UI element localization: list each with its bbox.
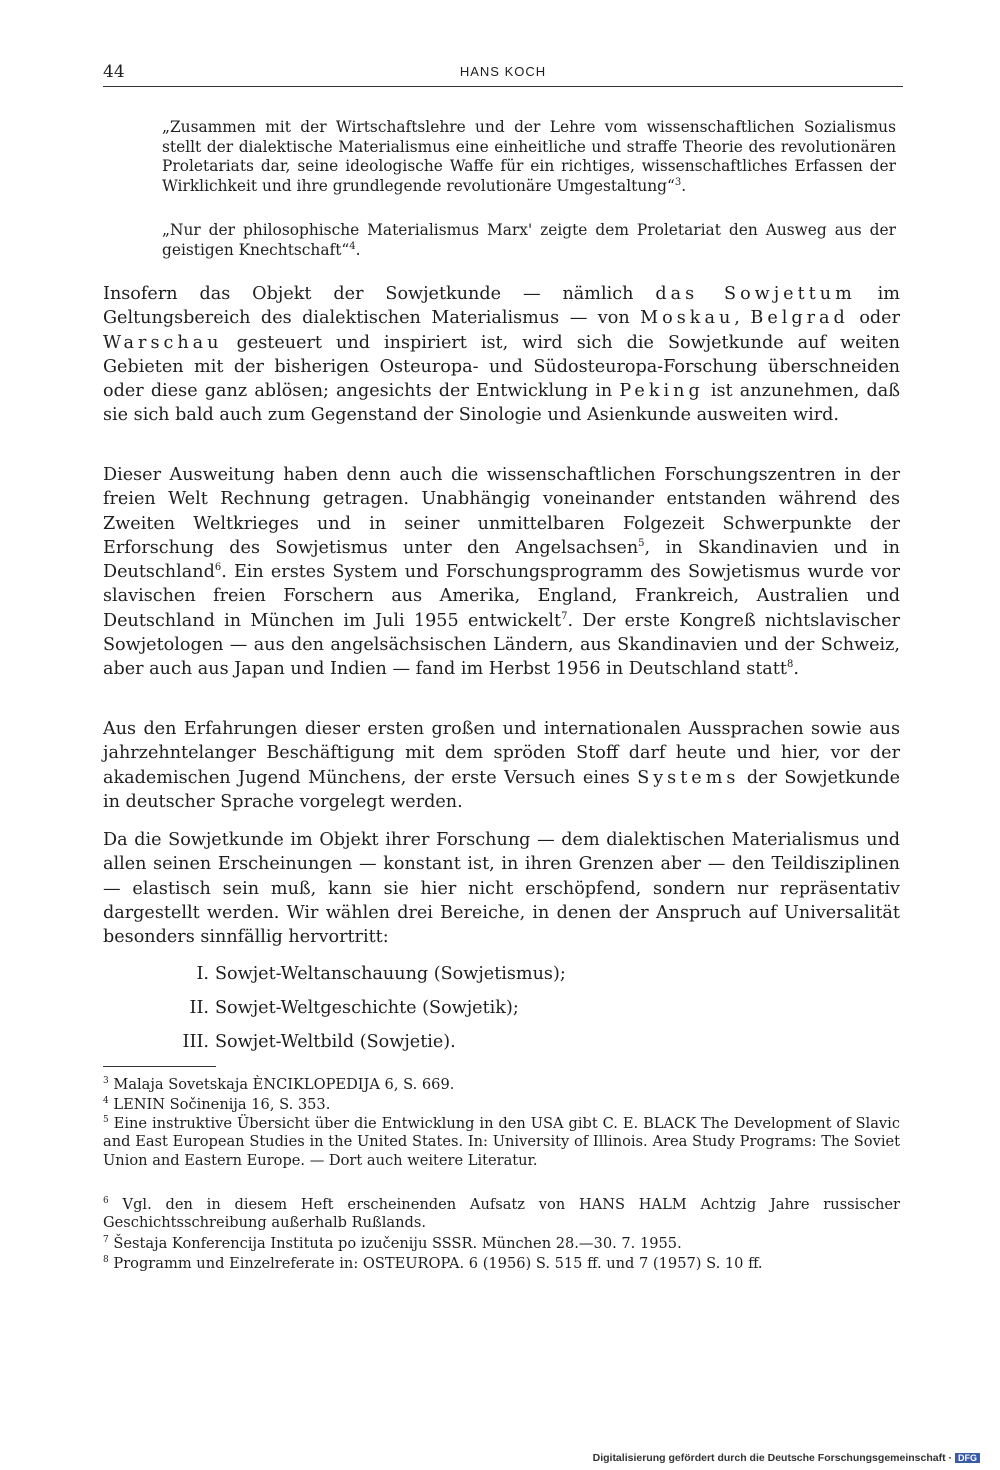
- footnote-4: $^4$ LENIN Sočinenija 16, S. 353.: [103, 1096, 331, 1113]
- paragraph-2: Dieser Ausweitung haben denn auch die wissenschaftlichen Forschungszentren in der freien Welt Rechnung getragen. Unabhängig voneinander entstanden während des Zweiten Weltkrieges und in seiner unmittelbaren Folgezeit Schwerpunkte der Erforschung des Sowjetismus unter den Angelsachsen$^5$, in Skandinavien und in Deutschland$^6$. Ein erstes System und Forschungsprogramm des Sowjetismus wurde vor slavischen freien Forschern aus Amerika, England, Frankreich, Australien und Deutschland in München im Juli 1955 entwickelt$^7$. Der erste Kongreß nichtslavischer Sowjetologen — aus den angelsächsischen Ländern, aus Skandinavien und der Schweiz, aber auch aus Japan und Indien — fand im Herbst 1956 in Deutschland statt$^8$.: [103, 465, 901, 680]
- running-head: HANS KOCH: [459, 64, 547, 79]
- quotation-2-text: „Nur der philosophische Materialismus Marx' zeigte dem Proletariat den Ausweg aus der geistigen Knechtschaft“: [162, 221, 896, 259]
- emphasis-peking: Peking: [619, 381, 704, 402]
- footnote-ref-7: 7: [561, 610, 568, 622]
- emphasis-moskau: Moskau: [640, 308, 735, 329]
- footnote-ref-5: 5: [638, 538, 645, 550]
- emphasis-belgrad: Belgrad: [750, 308, 849, 329]
- footnote-ref-3: 3: [674, 176, 682, 188]
- emphasis-systems: Systems: [637, 767, 740, 788]
- footnote-5: $^5$ Eine instruktive Übersicht über die Entwicklung in den USA gibt C. E. BLACK The Development of Slavic and East European Studies in the United States. In: University of Illinois. Area Study Programs: The Soviet Union and Eastern Europe. — Dort auch weitere Literatur.: [103, 1115, 900, 1169]
- footnote-3: $^3$ Malaja Sovetskaja ÈNCIKLOPEDIJA 6, S. 669.: [103, 1076, 455, 1093]
- footnote-rule: [103, 1066, 216, 1067]
- quotation-2: „Nur der philosophische Materialismus Marx' zeigte dem Proletariat den Ausweg aus der geistigen Knechtschaft“$^4$.: [162, 221, 896, 259]
- footnote-7: $^7$ Šestaja Konferencija Instituta po izučeniju SSSR. München 28.—30. 7. 1955.: [103, 1235, 682, 1252]
- footnote-ref-4: 4: [349, 240, 356, 252]
- dfg-logo: DFG: [955, 1453, 980, 1463]
- paragraph-1: Insofern das Objekt der Sowjetkunde — nämlich das Sowjettum im Geltungsbereich des dialektischen Materialismus — von Moskau, Belgrad oder Warschau gesteuert und inspiriert ist, wird sich die Sowjetkunde auf weiten Gebieten mit der bisherigen Osteuropa- und Südosteuropa-Forschung überschneiden oder diese ganz ablösen; angesichts der Entwicklung in Peking ist anzunehmen, daß sie sich bald auch zum Gegenstand der Sinologie und Asienkunde ausweiten wird.: [103, 284, 901, 426]
- paragraph-3: Aus den Erfahrungen dieser ersten großen und internationalen Aussprachen sowie aus jahrzehntelanger Beschäftigung mit dem spröden Stoff darf heute und hier, vor der akademischen Jugend Münchens, der erste Versuch eines Systems der Sowjetkunde in deutscher Sprache vorgelegt werden.: [103, 719, 900, 812]
- paragraph-4: Da die Sowjetkunde im Objekt ihrer Forschung — dem dialektischen Materialismus und allen seinen Erscheinungen — konstant ist, in ihren Grenzen aber — den Teildisziplinen — elastisch sein muß, kann sie hier nicht erschöpfend, sondern nur repräsentativ dargestellt werden. Wir wählen drei Bereiche, in denen der Anspruch auf Universalität besonders sinnfällig hervortritt:: [103, 830, 900, 948]
- footnote-6: $^6$ Vgl. den in diesem Heft erscheinenden Aufsatz von HANS HALM Achtzig Jahre russischer Geschichtsschreibung außerhalb Rußlands.: [103, 1196, 900, 1232]
- footnote-8: $^8$ Programm und Einzelreferate in: OSTEUROPA. 6 (1956) S. 515 ff. und 7 (1957) S. 10 ff.: [103, 1255, 763, 1272]
- footnote-ref-6: 6: [214, 562, 222, 574]
- page-number: 44: [103, 62, 125, 82]
- quotation-1-text: „Zusammen mit der Wirtschaftslehre und der Lehre vom wissenschaftlichen Sozialismus stellt der dialektische Materialismus eine einheitliche und straffe Theorie des revolutionären Proletariats dar, seine ideologische Waffe für ein richtiges, wissenschaftliches Erfassen der Wirklichkeit und ihre grundlegende revolutionäre Umgestaltung“: [162, 118, 896, 195]
- digitization-credit: Digitalisierung gefördert durch die Deutsche Forschungsgemeinschaft · DFG: [593, 1452, 980, 1464]
- header-rule: [103, 86, 903, 87]
- page-header: [103, 62, 903, 84]
- quotation-1: „Zusammen mit der Wirtschaftslehre und der Lehre vom wissenschaftlichen Sozialismus stellt der dialektische Materialismus eine einheitliche und straffe Theorie des revolutionären Proletariats dar, seine ideologische Waffe für ein richtiges, wissenschaftliches Erfassen der Wirklichkeit und ihre grundlegende revolutionäre Umgestaltung“$^3$.: [162, 118, 896, 195]
- footnote-ref-8: 8: [786, 659, 794, 671]
- emphasis-sowjettum: das Sowjettum: [655, 284, 856, 304]
- emphasis-warschau: Warschau: [103, 332, 223, 353]
- document-page: 44 HANS KOCH „Zusammen mit der Wirtschaftslehre und der Lehre vom wissenschaftlichen Sozialismus stellt der dialektische Materialismus eine einheitliche und straffe Theorie des revolutionären Proletariats dar, seine ideologische Waffe für ein richtiges, wissenschaftliches Erfassen der Wirklichkeit und ihre grundlegende revolutionäre Umgestaltung“$^3$. „Nur der philosophische Materialismus Marx' zeigte dem Proletariat den Ausweg aus der geistigen Knechtschaft“$^4$. Insofern das Objekt der Sowjetkunde — nämlich das Sowjettum im Geltungsbereich des dialektischen Materialismus — von Moskau, Belgrad oder Warschau gesteuert und inspiriert ist, wird sich die Sowjetkunde auf weiten Gebieten mit der bisherigen Osteuropa- und Südosteuropa-Forschung überschneiden oder diese ganz ablösen; angesichts der Entwicklung in Peking ist anzunehmen, daß sie sich bald auch zum Gegenstand der Sinologie und Asienkunde ausweiten wird. Dieser Ausweitung haben denn auch die wissenschaftlichen Forschungszentren in der freien Welt Rechnung getragen. Unabhängig voneinander entstanden während des Zweiten Weltkrieges und in seiner unmittelbaren Folgezeit Schwerpunkte der Erforschung des Sowjetismus unter den Angelsachsen$^5$, in Skandinavien und in Deutschland$^6$. Ein erstes System und Forschungsprogramm des Sowjetismus wurde vor slavischen freien Forschern aus Amerika, England, Frankreich, Australien und Deutschland in München im Juli 1955 entwickelt$^7$. Der erste Kongreß nichtslavischer Sowjetologen — aus den angelsächsischen Ländern, aus Skandinavien und der Schweiz, aber auch aus Japan und Indien — fand im Herbst 1956 in Deutschland statt$^8$. Aus den Erfahrungen dieser ersten großen und internationalen Aussprachen sowie aus jahrzehntelanger Beschäftigung mit dem spröden Stoff darf heute und hier, vor der akademischen Jugend Münchens, der erste Versuch eines Systems der Sowjetkunde in deutscher Sprache vorgelegt werden. Da die Sowjetkunde im Objekt ihrer Forschung — dem dialektischen Materialismus und allen seinen Erscheinungen — konstant ist, in ihren Grenzen aber — den Teildisziplinen — elastisch sein muß, kann sie hier nicht erschöpfend, sondern nur repräsentativ dargestellt werden. Wir wählen drei Bereiche, in denen der Anspruch auf Universalität besonders sinnfällig hervortritt: I. Sowjet-Weltanschauung (Sowjetismus); II. Sowjet-Weltgeschichte (Sowjetik); III. Sowjet-Weltbild (Sowjetie). $^3$ Malaja Sovetskaja ÈNCIKLOPEDIJA 6, S. 669. $^4$ LENIN Sočinenija 16, S. 353. $^5$ Eine instruktive Übersicht über die Entwicklung in den USA gibt C. E. BLACK The Development of Slavic and East European Studies in the United States. In: University of Illinois. Area Study Programs: The Soviet Union and Eastern Europe. — Dort auch weitere Literatur. $^6$ Vgl. den in diesem Heft erscheinenden Aufsatz von HANS HALM Achtzig Jahre russischer Geschichtsschreibung außerhalb Rußlands. $^7$ Šestaja Konferencija Instituta po izučeniju SSSR. München 28.—30. 7. 1955. $^8$ Programm und Einzelreferate in: OSTEUROPA. 6 (1956) S. 515 ff. und 7 (1957) S. 10 ff. Digitalisierung gefördert durch die Deutsche Forschungsgemeinschaft · DFG: [0, 0, 1000, 1470]
